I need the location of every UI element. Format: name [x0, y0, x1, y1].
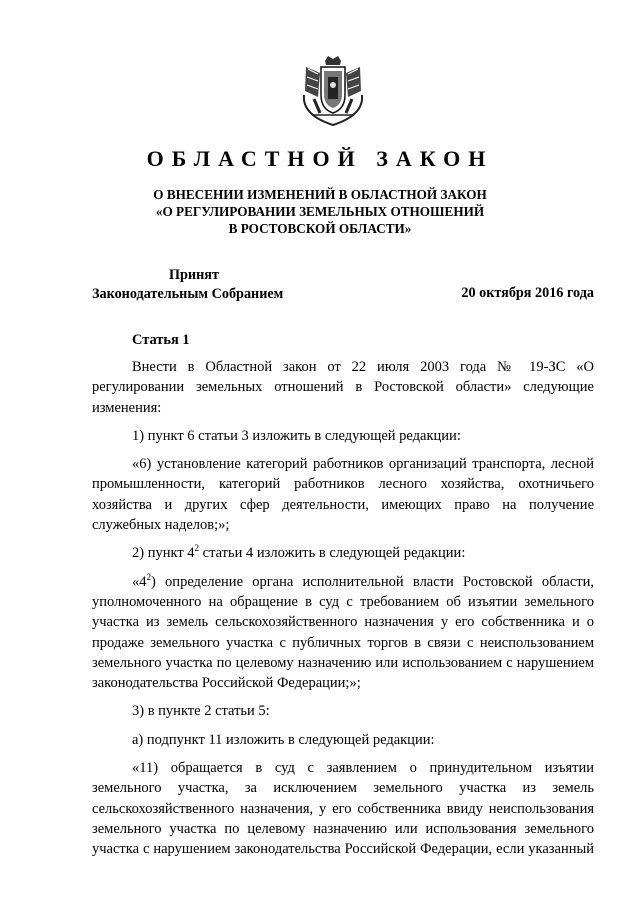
document-subtitle — [0, 186, 640, 237]
paragraph-text: статьи 4 изложить в следующей редакции: — [199, 545, 466, 562]
subtitle-line: О ВНЕСЕНИИ ИЗМЕНЕНИЙ В ОБЛАСТНОЙ ЗАКОН — [153, 187, 487, 202]
superscript: 2 — [146, 571, 151, 582]
paragraph-text: 2) пункт 4 — [132, 545, 195, 562]
paragraph — [92, 543, 594, 563]
article-heading: Статья 1 — [132, 332, 190, 348]
paragraph-text: ) определение органа исполнительной власти Ростовской области, уполномоченного на обращение в суд с требованием об изъятии земельного участка из земель сельскохозяйственного назначения у его собственника и о продаже земельного участка с публичных торгов в связи с неиспользованием земельного участка по целевому назначению или использованием с нарушением законодательства Российской Федерации;»; — [92, 573, 594, 692]
paragraph: «6) установление категорий работников организаций транспорта, лесной промышленности, категорий работников лесного хозяйства, охотничьего хозяйства и других сфер деятельности, имеющих право на получение служебных наделов;»; — [92, 456, 594, 534]
document-title: ОБЛАСТНОЙ ЗАКОН — [146, 146, 494, 171]
paragraph: 3) в пункте 2 статьи 5: — [132, 703, 270, 720]
paragraph — [92, 572, 594, 694]
subtitle-line: «О РЕГУЛИРОВАНИИ ЗЕМЕЛЬНЫХ ОТНОШЕНИЙ — [155, 204, 485, 219]
document-body — [92, 357, 594, 860]
paragraph: Внести в Областной закон от 22 июля 2003 года № 19-ЗС «О регулировании земельных отношений в Ростовской области» следующие изменения: — [92, 359, 594, 416]
paragraph: 1) пункт 6 статьи 3 изложить в следующей редакции: — [132, 427, 461, 444]
adopting-body: Законодательным Собранием — [92, 286, 284, 302]
paragraph: «11) обращается в суд с заявлением о принудительном изъятии земельного участка, за исключением земельного участка из земель сельскохозяйственного назначения, у его собственника ввиду неиспользования земельного участка по целевому назначению или использования земельного участка с нарушением законодательства Российской Федерации, если указанный — [92, 760, 594, 858]
adoption-date: 20 октября 2016 года — [461, 285, 594, 301]
adoption-block — [92, 266, 283, 304]
adopted-label: Принят — [169, 267, 219, 283]
subtitle-line: В РОСТОВСКОЙ ОБЛАСТИ» — [228, 221, 412, 236]
coat-of-arms-emblem — [300, 55, 366, 127]
paragraph: а) подпункт 11 изложить в следующей редакции: — [132, 731, 435, 748]
paragraph-text: «4 — [132, 573, 147, 590]
superscript: 2 — [194, 543, 200, 554]
